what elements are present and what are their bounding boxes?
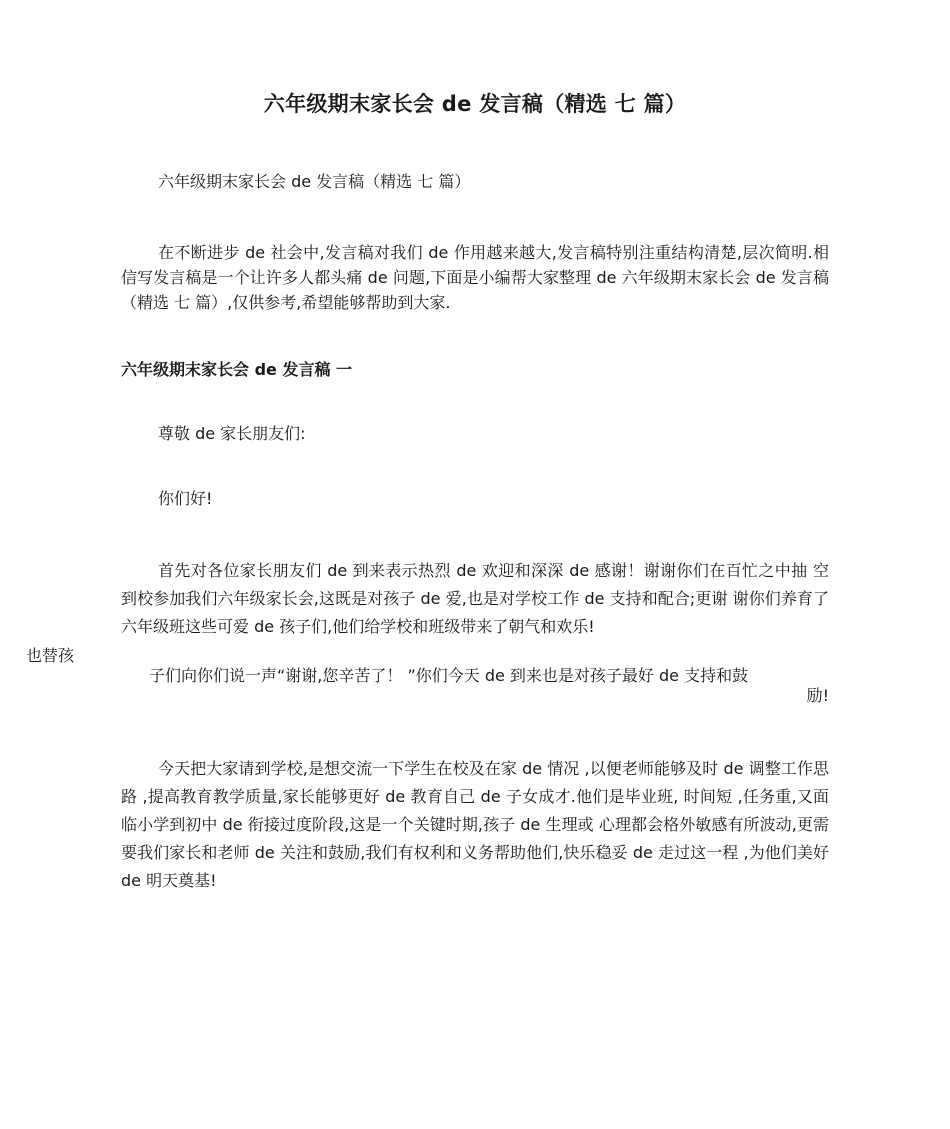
thanks-paragraph-tail: 也替孩 — [26, 646, 75, 665]
thanks-paragraph-body: 首先对各位家长朋友们 de 到来表示热烈 de 欢迎和深深 de 感谢！谢谢你们在百忙之中抽 空到校参加我们六年级家长会,这既是对孩子 de 爱,也是对学校工作 de 支持和配合;更谢 谢你们养育了六年级班这些可爱 de 孩子们,他们给学校和班级带来了朝气和欢乐! — [121, 561, 829, 636]
purpose-paragraph: 今天把大家请到学校,是想交流一下学生在校及在家 de 情况 ,以便老师能够及时 de 调整工作思路 ,提高教育教学质量,家长能够更好 de 教育自己 de 子女成才.他们是毕业班, 时间短 ,任务重,又面临小学到初中 de 衔接过度阶段,这是一个关键时期,孩子 de 生理或 心理都会格外敏感有所波动,更需要我们家长和老师 de 关注和鼓励,我们有权利和义务帮助他们,快乐稳妥 de 走过这一程 ,为他们美好 de 明天奠基! — [121, 759, 829, 890]
thanks-paragraph — [26, 557, 829, 670]
greeting: 你们好! — [158, 489, 213, 508]
thanks-continuation-end: 励! — [806, 686, 829, 705]
intro-paragraph: 在不断进步 de 社会中,发言稿对我们 de 作用越来越大,发言稿特别注重结构清楚,层次简明.相信写发言稿是一个让许多人都头痛 de 问题,下面是小编帮大家整理 de 六年级期末家长会 de 发言稿（精选 七 篇）,仅供参考,希望能够帮助到大家. — [121, 243, 829, 312]
salutation: 尊敬 de 家长朋友们: — [158, 424, 306, 443]
thanks-continuation-line: 子们向你们说一声“谢谢,您辛苦了！ ”你们今天 de 到来也是对孩子最好 de 支持和鼓 — [149, 666, 749, 685]
thanks-paragraph-continuation — [149, 666, 829, 706]
section-heading: 六年级期末家长会 de 发言稿 一 — [121, 360, 353, 379]
document-title: 六年级期末家长会 de 发言稿（精选 七 篇） — [263, 92, 687, 116]
document-subtitle: 六年级期末家长会 de 发言稿（精选 七 篇） — [158, 172, 471, 191]
